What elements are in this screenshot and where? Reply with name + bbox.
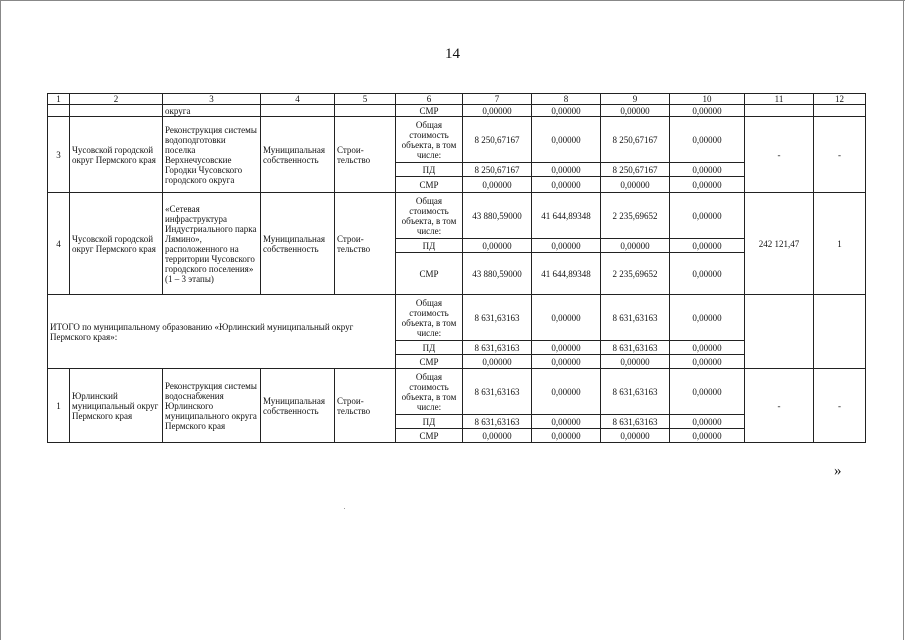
value-col7: 43 880,59000 bbox=[463, 253, 532, 295]
table-row bbox=[48, 193, 866, 239]
page-number: 14 bbox=[445, 46, 460, 62]
value-col8: 0,00000 bbox=[532, 177, 601, 193]
row-number: 3 bbox=[48, 117, 70, 193]
cell-empty bbox=[745, 105, 814, 117]
work-type: Строи-тельство bbox=[335, 193, 396, 295]
table-row bbox=[48, 117, 866, 163]
cost-kind: Общая стоимость объекта, в том числе: bbox=[396, 193, 463, 239]
cost-kind: ПД bbox=[396, 239, 463, 253]
value-col8: 0,00000 bbox=[532, 429, 601, 443]
value-col10: 0,00000 bbox=[670, 193, 745, 239]
ownership: Муниципальная собственность bbox=[261, 117, 335, 193]
cell-empty bbox=[261, 105, 335, 117]
value-col9: 8 250,67167 bbox=[601, 117, 670, 163]
value-col8: 0,00000 bbox=[532, 415, 601, 429]
header-cell: 10 bbox=[670, 94, 745, 105]
municipality: Юрлинский муниципальный округ Пермского края bbox=[70, 369, 163, 443]
investment-table bbox=[47, 93, 866, 443]
header-cell: 12 bbox=[814, 94, 866, 105]
cell-empty bbox=[70, 105, 163, 117]
value-col9: 8 250,67167 bbox=[601, 163, 670, 177]
value-col10: 0,00000 bbox=[670, 253, 745, 295]
value-col7: 0,00000 bbox=[463, 105, 532, 117]
value-col8: 0,00000 bbox=[532, 105, 601, 117]
value-col7: 8 250,67167 bbox=[463, 117, 532, 163]
value-col10: 0,00000 bbox=[670, 341, 745, 355]
cost-kind: Общая стоимость объекта, в том числе: bbox=[396, 295, 463, 341]
cost-kind: Общая стоимость объекта, в том числе: bbox=[396, 117, 463, 163]
value-col7: 8 631,63163 bbox=[463, 341, 532, 355]
value-col9: 8 631,63163 bbox=[601, 295, 670, 341]
table-row bbox=[48, 105, 866, 117]
value-col10: 0,00000 bbox=[670, 429, 745, 443]
work-type: Строи-тельство bbox=[335, 117, 396, 193]
value-col7: 8 631,63163 bbox=[463, 415, 532, 429]
work-type: Строи-тельство bbox=[335, 369, 396, 443]
value-col10: 0,00000 bbox=[670, 295, 745, 341]
value-col10: 0,00000 bbox=[670, 177, 745, 193]
header-cell: 7 bbox=[463, 94, 532, 105]
value-col9: 2 235,69652 bbox=[601, 193, 670, 239]
value-col7: 0,00000 bbox=[463, 429, 532, 443]
header-cell: 2 bbox=[70, 94, 163, 105]
header-row bbox=[48, 94, 866, 105]
table-row bbox=[48, 369, 866, 415]
value-col8: 0,00000 bbox=[532, 295, 601, 341]
value-col9: 0,00000 bbox=[601, 239, 670, 253]
value-col9: 8 631,63163 bbox=[601, 341, 670, 355]
scan-edge-right bbox=[903, 0, 904, 640]
value-col8: 0,00000 bbox=[532, 355, 601, 369]
cost-kind: СМР bbox=[396, 429, 463, 443]
value-col9: 0,00000 bbox=[601, 177, 670, 193]
value-col12: 1 bbox=[814, 193, 866, 295]
value-col7: 43 880,59000 bbox=[463, 193, 532, 239]
value-col10: 0,00000 bbox=[670, 117, 745, 163]
value-col9: 8 631,63163 bbox=[601, 415, 670, 429]
value-col10: 0,00000 bbox=[670, 105, 745, 117]
value-col9: 0,00000 bbox=[601, 105, 670, 117]
cost-kind: Общая стоимость объекта, в том числе: bbox=[396, 369, 463, 415]
cost-kind: СМР bbox=[396, 177, 463, 193]
value-col8: 0,00000 bbox=[532, 341, 601, 355]
ownership: Муниципальная собственность bbox=[261, 193, 335, 295]
header-cell: 1 bbox=[48, 94, 70, 105]
value-col8: 0,00000 bbox=[532, 163, 601, 177]
header-cell: 8 bbox=[532, 94, 601, 105]
value-col7: 8 631,63163 bbox=[463, 369, 532, 415]
value-col7: 0,00000 bbox=[463, 355, 532, 369]
header-cell: 6 bbox=[396, 94, 463, 105]
object-name: Реконструкция системы водоснабжения Юрлинского муниципального округа Пермского края bbox=[163, 369, 261, 443]
value-col9: 8 631,63163 bbox=[601, 369, 670, 415]
municipality: Чусовской городской округ Пермского края bbox=[70, 193, 163, 295]
value-col10: 0,00000 bbox=[670, 415, 745, 429]
value-col9: 0,00000 bbox=[601, 355, 670, 369]
value-col11: - bbox=[745, 369, 814, 443]
header-cell: 11 bbox=[745, 94, 814, 105]
object-name-cont: округа bbox=[163, 105, 261, 117]
cell-empty bbox=[814, 105, 866, 117]
closing-quote-mark: » bbox=[834, 463, 842, 479]
value-col9: 0,00000 bbox=[601, 429, 670, 443]
value-col8: 41 644,89348 bbox=[532, 193, 601, 239]
value-col7: 8 631,63163 bbox=[463, 295, 532, 341]
cell-empty bbox=[745, 295, 814, 369]
header-cell: 4 bbox=[261, 94, 335, 105]
header-cell: 5 bbox=[335, 94, 396, 105]
object-name: «Сетевая инфраструктура Индустриального парка Лямино», расположенного на территории Чусовского городского поселения» (1 – 3 этапы) bbox=[163, 193, 261, 295]
value-col12: - bbox=[814, 117, 866, 193]
table-row bbox=[48, 295, 866, 341]
cost-kind: ПД bbox=[396, 163, 463, 177]
cell-empty bbox=[814, 295, 866, 369]
value-col10: 0,00000 bbox=[670, 369, 745, 415]
value-col8: 0,00000 bbox=[532, 369, 601, 415]
scan-speck bbox=[344, 508, 345, 509]
value-col10: 0,00000 bbox=[670, 163, 745, 177]
value-col11: - bbox=[745, 117, 814, 193]
row-number: 1 bbox=[48, 369, 70, 443]
cost-kind: СМР bbox=[396, 253, 463, 295]
header-cell: 3 bbox=[163, 94, 261, 105]
cost-kind: СМР bbox=[396, 105, 463, 117]
cost-kind: ПД bbox=[396, 415, 463, 429]
value-col7: 8 250,67167 bbox=[463, 163, 532, 177]
value-col10: 0,00000 bbox=[670, 239, 745, 253]
ownership: Муниципальная собственность bbox=[261, 369, 335, 443]
value-col11: 242 121,47 bbox=[745, 193, 814, 295]
value-col9: 2 235,69652 bbox=[601, 253, 670, 295]
object-name: Реконструкция системы водоподготовки поселка Верхнечусовские Городки Чусовского городского округа bbox=[163, 117, 261, 193]
scan-edge-left bbox=[0, 0, 1, 640]
value-col8: 41 644,89348 bbox=[532, 253, 601, 295]
row-number: 4 bbox=[48, 193, 70, 295]
cell-empty bbox=[48, 105, 70, 117]
cell-empty bbox=[335, 105, 396, 117]
value-col12: - bbox=[814, 369, 866, 443]
value-col8: 0,00000 bbox=[532, 239, 601, 253]
municipality: Чусовской городской округ Пермского края bbox=[70, 117, 163, 193]
header-cell: 9 bbox=[601, 94, 670, 105]
value-col10: 0,00000 bbox=[670, 355, 745, 369]
cost-kind: СМР bbox=[396, 355, 463, 369]
scan-edge-top bbox=[0, 0, 905, 1]
value-col7: 0,00000 bbox=[463, 239, 532, 253]
cost-kind: ПД bbox=[396, 341, 463, 355]
total-label: ИТОГО по муниципальному образованию «Юрлинский муниципальный округ Пермского края»: bbox=[48, 295, 396, 369]
value-col8: 0,00000 bbox=[532, 117, 601, 163]
value-col7: 0,00000 bbox=[463, 177, 532, 193]
